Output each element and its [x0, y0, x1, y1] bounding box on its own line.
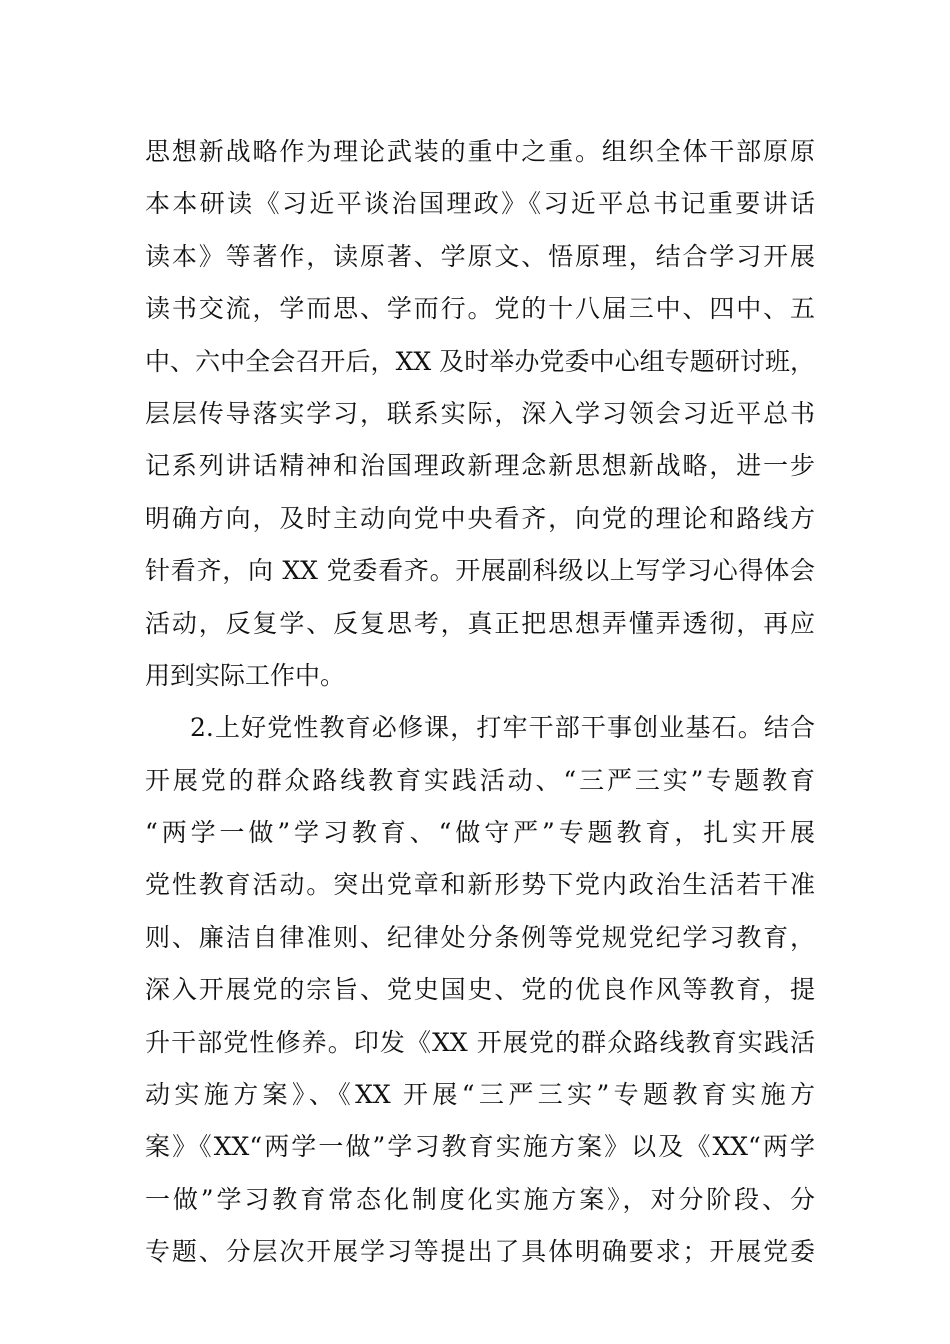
paragraph-2-line-4: 党性教育活动。突出党章和新形势下党内政治生活若干准 — [145, 870, 815, 900]
paragraph-2-line-9: 案》《XX“两学一做”学习教育实施方案》以及《XX“两学 — [145, 1132, 815, 1162]
paragraph-1-line-6: 层层传导落实学习，联系实际，深入学习领会习近平总书 — [145, 398, 815, 428]
paragraph-1-line-7: 记系列讲话精神和治国理政新理念新思想新战略，进一步 — [145, 451, 815, 481]
paragraph-2-line-11: 专题、分层次开展学习等提出了具体明确要求；开展党委 — [145, 1237, 815, 1267]
paragraph-2-line-3: “两学一做”学习教育、“做守严”专题教育，扎实开展 — [145, 818, 815, 848]
paragraph-2-line-10: 一做”学习教育常态化制度化实施方案》，对分阶段、分 — [145, 1184, 815, 1214]
paragraph-2 — [145, 702, 815, 1278]
paragraph-1-line-5: 中、六中全会召开后，XX 及时举办党委中心组专题研讨班， — [145, 346, 815, 376]
document-body — [145, 126, 815, 1279]
paragraph-2-line-5: 则、廉洁自律准则、纪律处分条例等党规党纪学习教育， — [145, 922, 815, 952]
paragraph-1-line-4: 读书交流，学而思、学而行。党的十八届三中、四中、五 — [145, 294, 815, 324]
paragraph-2-line-1: 2.上好党性教育必修课，打牢干部干事创业基石。结合 — [190, 713, 815, 743]
paragraph-1-line-11: 用到实际工作中。 — [145, 660, 346, 690]
paragraph-1-line-2: 本本研读《习近平谈治国理政》《习近平总书记重要讲话 — [145, 189, 815, 219]
paragraph-2-line-8: 动实施方案》、《XX 开展“三严三实”专题教育实施方 — [145, 1080, 815, 1110]
paragraph-1 — [145, 126, 815, 702]
paragraph-2-line-2: 开展党的群众路线教育实践活动、“三严三实”专题教育 — [145, 765, 815, 795]
paragraph-1-line-10: 活动，反复学、反复思考，真正把思想弄懂弄透彻，再应 — [145, 608, 815, 638]
paragraph-2-line-7: 升干部党性修养。印发《XX 开展党的群众路线教育实践活 — [145, 1027, 815, 1057]
paragraph-1-line-9: 针看齐，向 XX 党委看齐。开展副科级以上写学习心得体会 — [145, 556, 815, 586]
paragraph-1-line-1: 思想新战略作为理论武装的重中之重。组织全体干部原原 — [145, 137, 815, 166]
paragraph-1-line-8: 明确方向，及时主动向党中央看齐，向党的理论和路线方 — [145, 503, 815, 533]
paragraph-1-line-3: 读本》等著作，读原著、学原文、悟原理，结合学习开展 — [145, 241, 815, 271]
paragraph-2-line-6: 深入开展党的宗旨、党史国史、党的优良作风等教育，提 — [145, 975, 815, 1005]
